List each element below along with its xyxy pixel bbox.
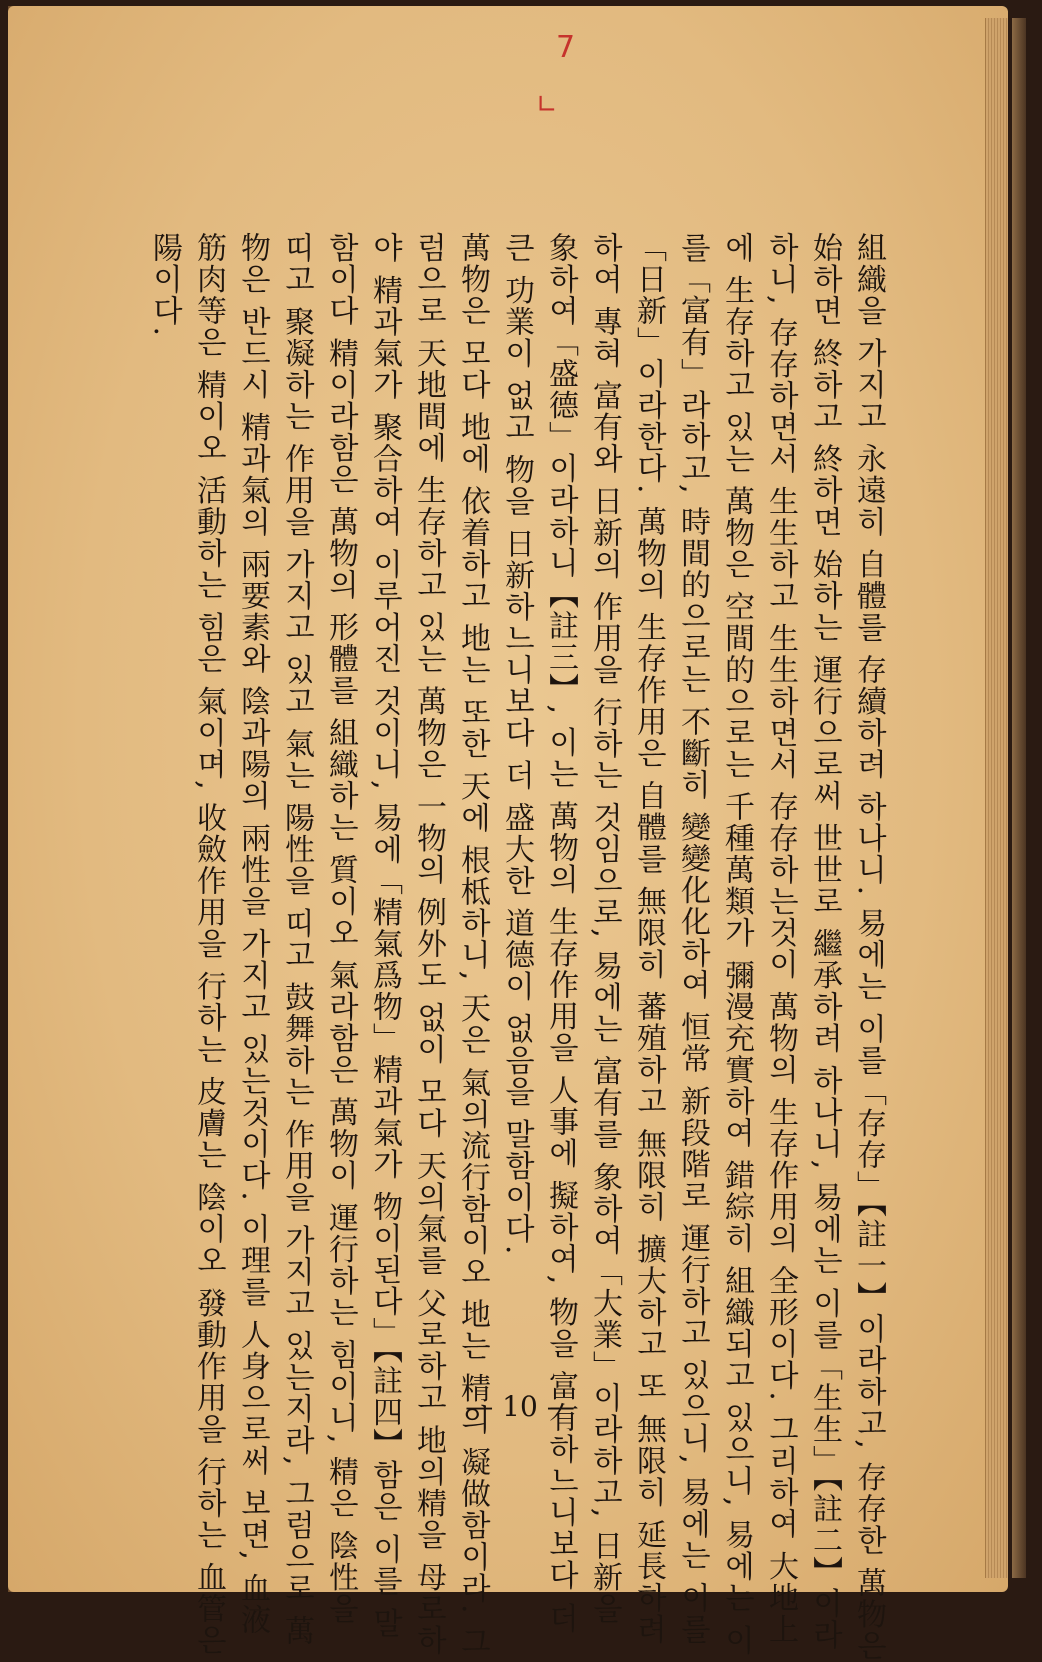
paragraph-1: 組織을 가지고 永遠히 自體를 存續하려 하나니. 易에는 이를「存存」【註一】이라하고, 存存한 萬物은 始하면 終하고 終하면 始하는 運行으로써 世世로 繼承하려 하나니, 易에는 이를「生生」【註二】이라하니, 存存하면서 生生하고 生生하면서 存存하는것이 萬物의 生存作用의 全形이다. 그리하여 大地上에 生存하고 있는 萬物은 空間的으로는 千種萬類가 彌漫充實하여 錯綜히 組織되고 있으니, 易에는 이를「富有」라하고, 時間的으로는 不斷히 變變化化하여 恒常 新段階로 運行하고 있으니, 易에는 이를「日新」이라한다. 萬物의 生存作用은 自體를 無限히 蕃殖하고 無限히 擴大하고 또 無限히 延長하려 하여 專혀 富有와 日新의 作用을 行하는 것임으로, 易에는 富有를 象하여「大業」이라하고, 日新을 象하여「盛德」이라하니【註三】, 이는 萬物의 生存作用을 人事에 擬하여, 物을 富有하느니보다 더 큰 功業이 없고 物을 日新하느니보다 더 盛大한 道德이 없음을 말함이다.: [499, 232, 886, 1662]
page-number: — 10 —: [465, 1390, 575, 1423]
marginalia-number: 7: [556, 30, 576, 65]
body-text: [110, 232, 890, 1662]
page-edges: [985, 18, 1008, 1578]
paragraph-2: 萬物은 모다 地에 依着하고 地는 또한 天에 根柢하니, 天은 氣의流行함이오 地는 精의 凝做함이라. 그럼으로 天地間에 生存하고 있는 萬物은 一物의 例外도 없이 모다 天의氣를 父로하고 地의精을 母로하야 精과氣가 聚合하여 이루어진 것이니, 易에「精氣爲物」精과氣가 物이된다」【註四】함은 이를 말함이다 精이라함은 萬物의 形體를 組織하는 質이오 氣라함은 萬物이 運行하는 힘이니, 精은 陰性을 띠고 聚凝하는 作用을 가지고 있고 氣는 陽性을 띠고 鼓舞하는 作用을 가지고 있는지라, 그럼으로 萬物은 반드시 精과氣의 兩要素와 陰과陽의 兩性을 가지고 있는것이다. 이理를 人身으로써 보면, 血液筋肉等은 精이오 活動하는 힘은 氣이며, 收斂作用을 行하는 皮膚는 陰이오 發動作用을 行하는 血管은 陽이다.: [147, 232, 490, 1658]
book-cover-edge: [1012, 18, 1026, 1578]
marginalia-bracket: ∟: [536, 90, 558, 120]
